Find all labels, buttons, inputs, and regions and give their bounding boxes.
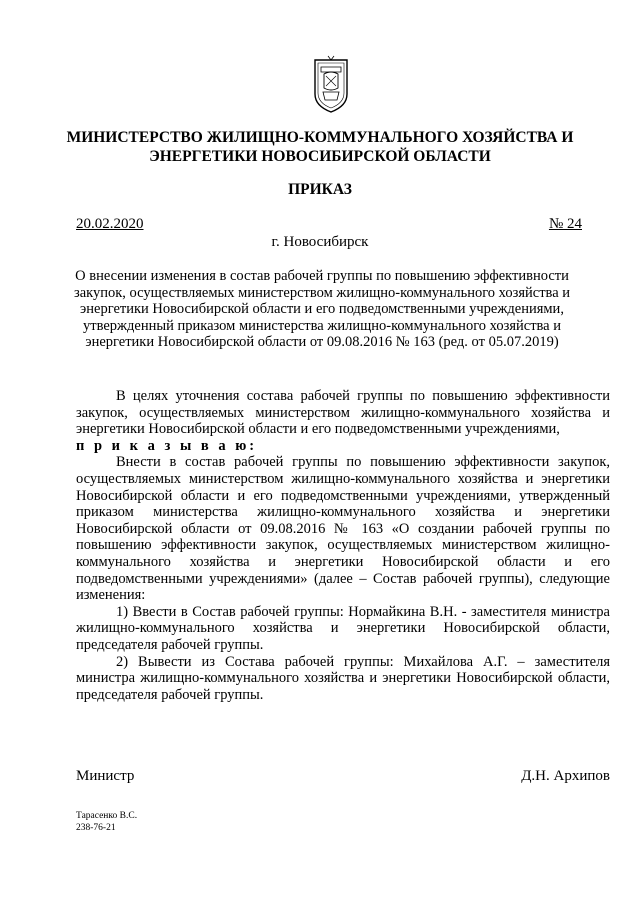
intro-paragraph	[76, 388, 610, 438]
ministry-name-line1: МИНИСТЕРСТВО ЖИЛИЩНО-КОММУНАЛЬНОГО ХОЗЯЙСТВА И	[66, 129, 574, 146]
document-city: г. Новосибирск	[271, 234, 369, 250]
list-item-2: 2) Вывести из Состава рабочей группы: Михайлова А.Г. – заместителя министра жилищно-коммунального хозяйства и энергетики Новосибирской области, председателя рабочей группы.	[76, 653, 610, 703]
executor-phone: 238-76-21	[76, 822, 116, 833]
order-word-paragraph	[76, 438, 610, 455]
ministry-name	[60, 128, 580, 166]
document-number: № 24	[548, 216, 582, 232]
executor-name: Тарасенко В.С.	[76, 811, 138, 821]
main-paragraph: Внести в состав рабочей группы по повышению эффективности закупок, осуществляемых министерством жилищно-коммунального хозяйства и энергетики Новосибирской области и его подведомственными учреждениями, утвержденный приказом министерства жилищно-коммунального хозяйства и энергетики Новосибирской области от 09.08.2016 № 163 «О создании рабочей группы по повышению эффективности закупок, осуществляемых министерством жилищно-коммунального хозяйства и энергетики Новосибирской области и его подведомственными учреждениями» (далее – Состав рабочей группы), следующие изменения:	[76, 454, 610, 604]
intro-text: В целях уточнения состава рабочей группы по повышению эффективности закупок, осуществляемых министерством жилищно-коммунального хозяйства и энергетики Новосибирской области и его подведомственными учреждениями,	[76, 388, 610, 438]
ministry-name-line2: ЭНЕРГЕТИКИ НОВОСИБИРСКОЙ ОБЛАСТИ	[149, 148, 491, 165]
document-date: 20.02.2020	[76, 216, 144, 232]
document-type: ПРИКАЗ	[288, 181, 352, 198]
order-word: п р и к а з ы в а ю:	[76, 437, 258, 454]
document-body	[76, 388, 610, 703]
signatory-name: Д.Н. Архипов	[521, 768, 610, 784]
list-item-1: 1) Ввести в Состав рабочей группы: Нормайкина В.Н. - заместителя министра жилищно-коммунального хозяйства и энергетики Новосибирской области, председателя рабочей группы.	[76, 603, 610, 653]
signatory-title: Министр	[76, 768, 135, 784]
executor-info	[76, 811, 137, 834]
coat-of-arms-emblem	[312, 54, 350, 114]
document-subject: О внесении изменения в состав рабочей группы по повышению эффективности закупок, осуществляемых министерством жилищно-коммунального хозяйства и энергетики Новосибирской области и его подведомственными учреждениями, утвержденный приказом министерства жилищно-коммунального хозяйства и энергетики Новосибирской области от 09.08.2016 № 163 (ред. от 05.07.2019)	[73, 268, 571, 350]
